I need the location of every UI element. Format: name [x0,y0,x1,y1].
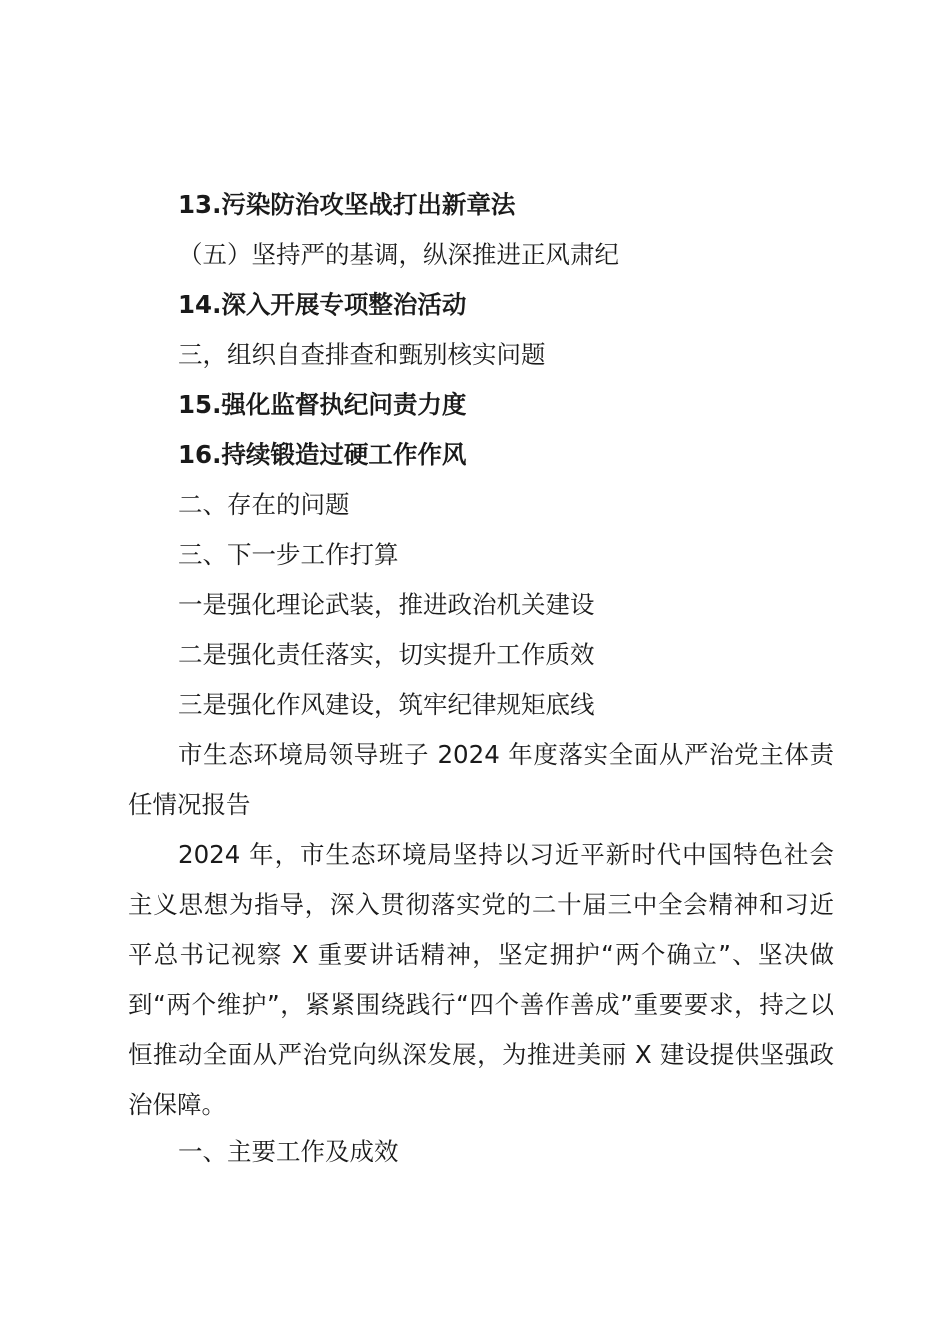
plan-item-2: 二是强化责任落实，切实提升工作质效 [178,640,595,669]
subsection-three-heading: 三，组织自查排查和甄别核实问题 [178,340,546,369]
section-five-heading: （五）坚持严的基调，纵深推进正风肃纪 [178,240,619,269]
section-one-heading: 一、主要工作及成效 [178,1137,399,1166]
item-16-heading: 16.持续锻造过硬工作作风 [178,440,467,469]
plan-item-3: 三是强化作风建设，筑牢纪律规矩底线 [178,690,595,719]
intro-paragraph: 2024 年，市生态环境局坚持以习近平新时代中国特色社会主义思想为指导，深入贯彻落实党的二十届三中全会精神和习近平总书记视察 X 重要讲话精神，坚定拥护“两个确立”、坚决做到“两个维护”，紧紧围绕践行“四个善作善成”重要要求，持之以恒推动全面从严治党向纵深发展，为推进美丽 X 建设提供坚强政治保障。 [128,840,834,1119]
item-15-heading: 15.强化监督执纪问责力度 [178,390,467,419]
report-title: 市生态环境局领导班子 2024 年度落实全面从严治党主体责任情况报告 [128,740,834,819]
item-13-heading: 13.污染防治攻坚战打出新章法 [178,190,516,219]
problems-heading: 二、存在的问题 [178,490,350,519]
item-14-heading: 14.深入开展专项整治活动 [178,290,467,319]
plan-item-1: 一是强化理论武装，推进政治机关建设 [178,590,595,619]
next-steps-heading: 三、下一步工作打算 [178,540,399,569]
